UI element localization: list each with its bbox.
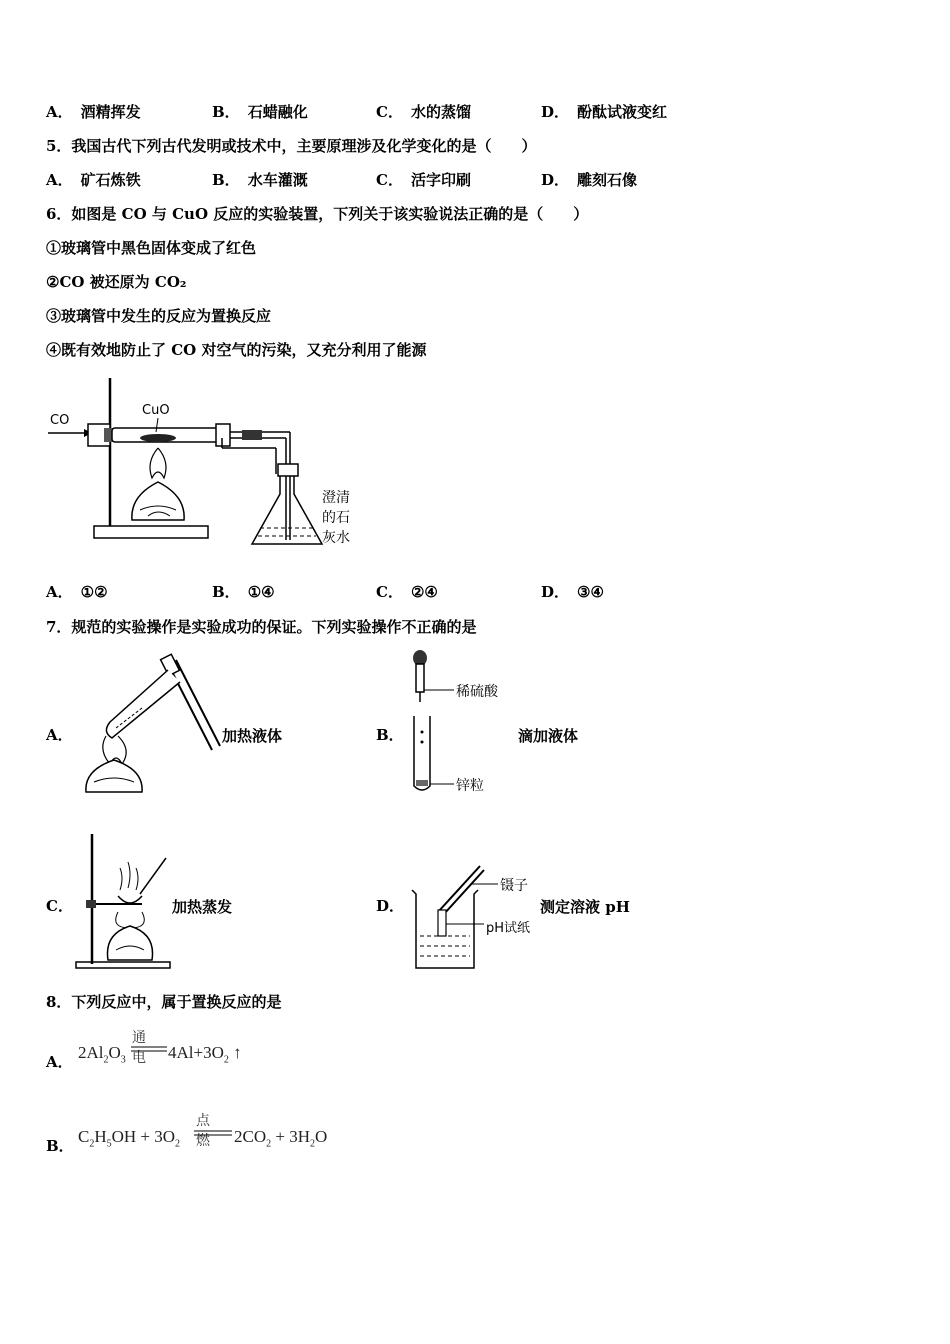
tweezers-label: 镊子 xyxy=(500,878,528,894)
equation-reactant: $C_2H_5OH + 3O_2$ xyxy=(78,1127,181,1150)
q4-option-c[interactable] xyxy=(376,102,471,122)
co-label: CO xyxy=(50,413,70,428)
reaction-condition: 点燃 xyxy=(196,1113,210,1149)
q6-option-d[interactable] xyxy=(541,582,604,602)
option-text: ②④ xyxy=(410,583,438,601)
q7-d-caption: 测定溶液 pH xyxy=(540,898,630,916)
option-text: ①④ xyxy=(247,583,275,601)
option-label: B． xyxy=(212,583,240,601)
q6-statement-4: ④既有效地防止了 CO 对空气的污染，又充分利用了能源 xyxy=(46,341,427,359)
equation-product: $4Al+3O_2$ ↑ xyxy=(168,1043,242,1066)
q7-b-caption: 滴加液体 xyxy=(518,727,579,745)
q5-option-c[interactable] xyxy=(376,170,471,190)
option-text: 矿石炼铁 xyxy=(80,171,141,189)
q7-option-c-label[interactable]: C． xyxy=(46,897,73,915)
option-text: 水的蒸馏 xyxy=(410,103,471,121)
option-text: 活字印刷 xyxy=(410,171,471,189)
equals-sign-icon xyxy=(131,1045,167,1053)
q7-option-a-label[interactable]: A． xyxy=(46,726,73,744)
limewater-label-3: 灰水 xyxy=(322,530,350,546)
q8-stem: 8．下列反应中，属于置换反应的是 xyxy=(46,993,282,1011)
option-label: D． xyxy=(541,171,570,189)
option-text: 水车灌溉 xyxy=(247,171,308,189)
equation-reactant: $2Al_2O_3$ xyxy=(78,1043,126,1066)
q7-option-b-label[interactable]: B． xyxy=(376,726,404,744)
cuo-label: CuO xyxy=(142,403,170,418)
q6-option-a[interactable] xyxy=(46,582,108,602)
ph-test-figure xyxy=(406,862,546,974)
heating-liquid-figure xyxy=(76,652,226,800)
option-label: C． xyxy=(376,583,403,601)
q7-stem: 7．规范的实验操作是实验成功的保证。下列实验操作不正确的是 xyxy=(46,618,477,636)
evaporation-heating-figure xyxy=(74,830,174,970)
option-label: D． xyxy=(541,103,570,121)
option-label: C． xyxy=(376,103,403,121)
q6-stem: 6．如图是 CO 与 CuO 反应的实验装置，下列关于该实验说法正确的是（ ） xyxy=(46,205,589,223)
option-label: A． xyxy=(46,583,73,601)
q8-option-b-label[interactable]: B． xyxy=(46,1137,74,1155)
q4-option-a[interactable] xyxy=(46,102,141,122)
option-text: ①② xyxy=(80,583,108,601)
zinc-granule-label: 锌粒 xyxy=(456,778,484,794)
q7-option-d-label[interactable]: D． xyxy=(376,897,405,915)
option-text: 酚酞试液变红 xyxy=(577,103,668,121)
dropping-liquid-figure xyxy=(404,646,504,798)
equals-sign-icon xyxy=(194,1129,232,1137)
q5-option-b[interactable] xyxy=(212,170,308,190)
q6-option-b[interactable] xyxy=(212,582,275,602)
q6-statement-3: ③玻璃管中发生的反应为置换反应 xyxy=(46,307,272,325)
q6-statement-2: ②CO 被还原为 CO₂ xyxy=(46,273,187,291)
option-label: D． xyxy=(541,583,570,601)
limewater-label-1: 澄清 xyxy=(322,490,350,506)
q6-option-c[interactable] xyxy=(376,582,438,602)
option-label: B． xyxy=(212,103,240,121)
option-label: A． xyxy=(46,103,73,121)
q6-statement-1: ①玻璃管中黑色固体变成了红色 xyxy=(46,239,257,257)
option-text: 石蜡融化 xyxy=(247,103,308,121)
q4-option-b[interactable] xyxy=(212,102,308,122)
limewater-label-2: 的石 xyxy=(322,510,350,526)
option-label: A． xyxy=(46,171,73,189)
q5-stem: 5．我国古代下列古代发明或技术中，主要原理涉及化学变化的是（ ） xyxy=(46,137,537,155)
q7-c-caption: 加热蒸发 xyxy=(172,898,233,916)
q8-option-a-label[interactable]: A． xyxy=(46,1053,73,1071)
option-text: 雕刻石像 xyxy=(577,171,638,189)
reaction-condition: 通电 xyxy=(132,1030,146,1066)
co-cuo-apparatus-figure xyxy=(46,370,366,555)
q5-option-d[interactable] xyxy=(541,170,637,190)
ph-paper-label: pH试纸 xyxy=(486,921,531,936)
q7-a-caption: 加热液体 xyxy=(222,727,283,745)
option-label: C． xyxy=(376,171,403,189)
option-text: ③④ xyxy=(577,583,604,601)
q5-option-a[interactable] xyxy=(46,170,141,190)
q4-option-d[interactable] xyxy=(541,102,667,122)
sulfuric-acid-label: 稀硫酸 xyxy=(456,684,498,700)
option-text: 酒精挥发 xyxy=(80,103,141,121)
equation-product: $2CO_2 + 3H_2O$ xyxy=(234,1127,328,1150)
option-label: B． xyxy=(212,171,240,189)
